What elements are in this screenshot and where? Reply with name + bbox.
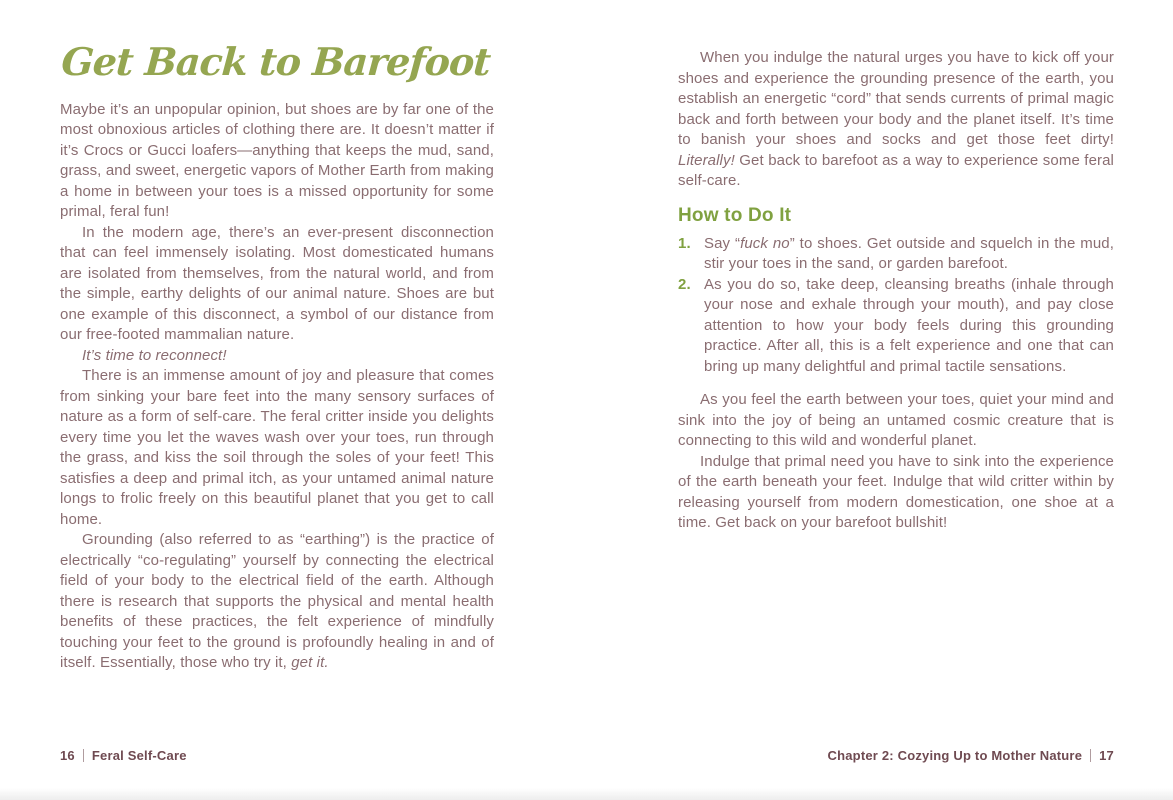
paragraph: When you indulge the natural urges you have to kick off your shoes and experience the grounding presence of the earth, you establish an energetic “cord” that sends currents of primal magic back and forth between your body and the planet itself. It’s time to banish your shoes and socks and get those feet dirty! Literally! Get back to barefoot as a way to experience some feral self-care. — [678, 49, 1114, 189]
paragraph: In the modern age, there’s an ever-present disconnection that can feel immensely isolating. Most domesticated humans are isolated from themselves, from the natural world, and from the simple, earthy delights of our animal nature. Shoes are but one example of this disconnect, a symbol of our distance from our free-footed mammalian nature. — [60, 223, 494, 344]
list-item — [678, 275, 1114, 378]
list-item-text: Say “fuck no” to shoes. Get outside and squelch in the mud, stir your toes in the sand, or garden barefoot. — [704, 234, 1114, 272]
list-item — [678, 234, 1114, 275]
paragraph: It’s time to reconnect! — [82, 346, 227, 364]
chapter-title: Get Back to Barefoot — [59, 39, 492, 84]
page-left — [60, 40, 494, 674]
list-number: 2. — [678, 275, 691, 293]
footer-right — [828, 748, 1114, 763]
footer-divider — [1090, 749, 1091, 762]
footer-left — [60, 748, 187, 763]
how-to-heading: How to Do It — [678, 204, 792, 226]
footer-chapter-label: Chapter 2: Cozying Up to Mother Nature — [827, 748, 1083, 763]
page-number-right: 17 — [1099, 748, 1114, 763]
footer-divider — [83, 749, 84, 762]
page-bottom-shadow — [0, 788, 1173, 800]
paragraph: Grounding (also referred to as “earthing”) is the practice of electrically “co-regulating” yourself by connecting the electrical field of your body to the electrical field of the earth. Although there is research that supports the physical and mental health benefits of these practices, the felt experience of mindfully touching your feet to the ground is profoundly healing in and of itself. Essentially, those who try it, get it. — [60, 531, 494, 672]
paragraph: There is an immense amount of joy and pleasure that comes from sinking your bare feet into the many sensory surfaces of nature as a form of self-care. The feral critter inside you delights every time you let the waves wash over your toes, run through the grass, and kiss the soil through the soles of your feet! This satisfies a deep and primal itch, as your untamed animal nature longs to frolic freely on this beautiful planet that you get to call home. — [60, 367, 494, 528]
paragraph: Maybe it’s an unpopular opinion, but shoes are by far one of the most obnoxious articles of clothing there are. It doesn’t matter if it’s Crocs or Gucci loafers—anything that keeps the mud, sand, grass, and sweet, energetic vapors of Mother Earth from making a home in between your toes is a missed opportunity for some primal, feral fun! — [60, 100, 494, 221]
list-number: 1. — [678, 234, 691, 252]
paragraph: As you feel the earth between your toes, quiet your mind and sink into the joy of being an untamed cosmic creature that is connecting to this wild and wonderful planet. — [678, 391, 1114, 449]
paragraph: Indulge that primal need you have to sink into the experience of the earth beneath your feet. Indulge that wild critter within by releasing yourself from modern domestication, one shoe at a time. Get back on your barefoot bullshit! — [678, 452, 1114, 531]
footer-book-title: Feral Self-Care — [91, 748, 187, 763]
page-right — [678, 48, 1114, 534]
page-number-left: 16 — [60, 748, 75, 763]
list-item-text: As you do so, take deep, cleansing breaths (inhale through your nose and exhale through your mouth), and pay close attention to how your body feels during this grounding practice. After all, this is a felt experience and one that can bring up many delightful and primal tactile sensations. — [704, 275, 1114, 375]
how-to-list — [678, 234, 1114, 378]
